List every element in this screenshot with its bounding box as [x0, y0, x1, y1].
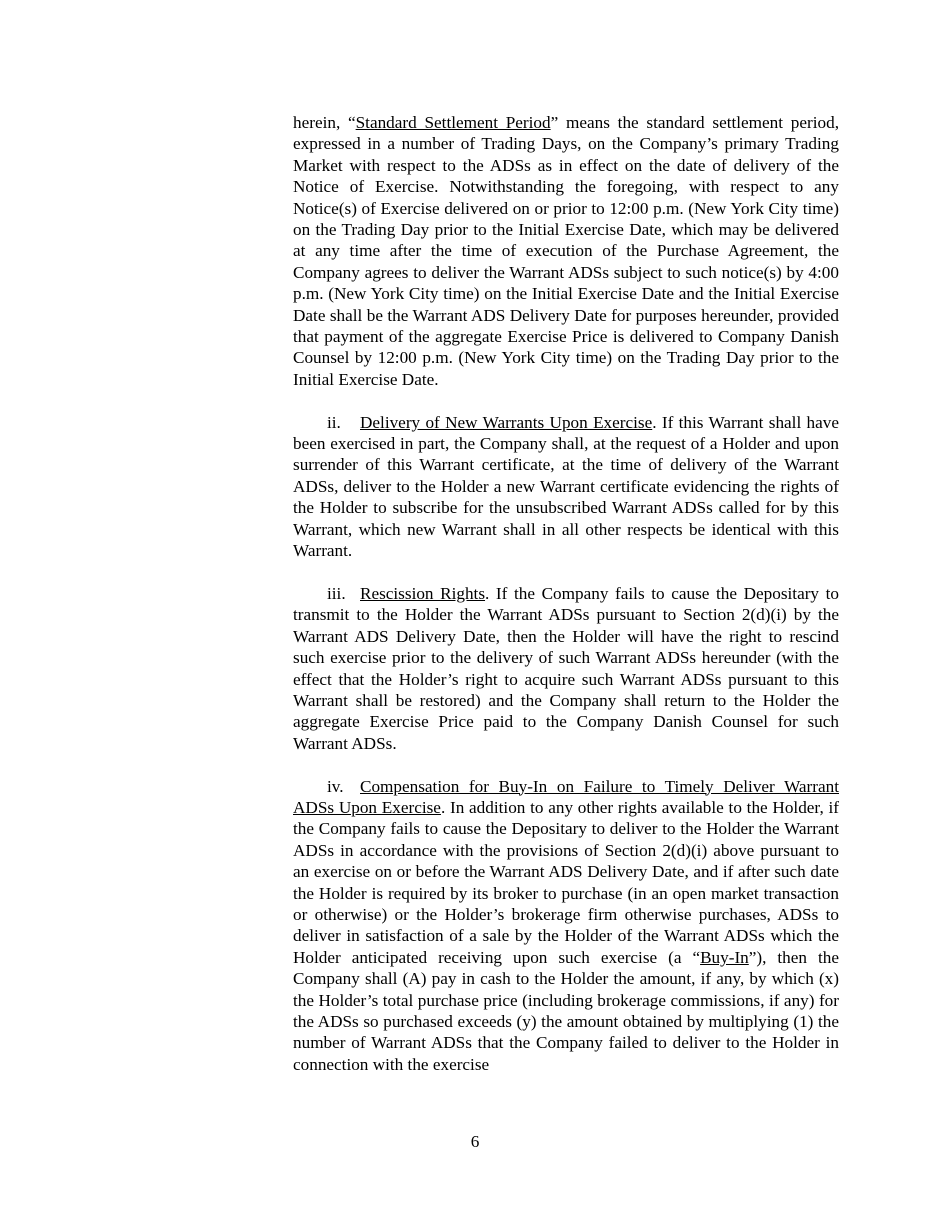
text-run: ” means the standard settlement period, expressed in a number of Trading Days, on the Company’s primary Trading Market with respect to the ADSs as in effect on the date of delivery of the Notice of Exercise. Notwithstanding the foregoing, with respect to any Notice(s) of Exercise delivered on or prior to 12:00 p.m. (New York City time) on the Trading Day prior to the Initial Exercise Date, which may be delivered at any time after the time of execution of the Purchase Agreement, the Company agrees to deliver the Warrant ADSs subject to such notice(s) by 4:00 p.m. (New York City time) on the Initial Exercise Date and the Initial Exercise Date shall be the Warrant ADS Delivery Date for purposes hereunder, provided that payment of the aggregate Exercise Price is delivered to Company Danish Counsel by 12:00 p.m. (New York City time) on the Trading Day prior to the Initial Exercise Date.: [293, 113, 839, 389]
item-body: ”), then the Company shall (A) pay in cash to the Holder the amount, if any, by which (x) the Holder’s total purchase price (including brokerage commissions, if any) for the ADSs so purchased exceeds (y) the amount obtained by multiplying (1) the number of Warrant ADSs that the Company failed to deliver to the Holder in connection with the exercise: [293, 947, 839, 1074]
item-number: ii.: [327, 412, 341, 432]
item-number: iv.: [327, 776, 344, 796]
item-heading: Delivery of New Warrants Upon Exercise: [360, 412, 653, 432]
paragraph-iii: [293, 583, 839, 754]
text-run: herein, “: [293, 113, 356, 132]
item-heading: Rescission Rights: [360, 583, 486, 603]
defined-term-standard-settlement-period: Standard Settlement Period: [355, 113, 551, 132]
text-column: [293, 112, 839, 1075]
item-number: iii.: [327, 583, 346, 603]
defined-term-buy-in: Buy-In: [700, 947, 749, 967]
page-number: 6: [470, 1132, 480, 1151]
item-body: . If the Company fails to cause the Depositary to transmit to the Holder the Warrant ADSs pursuant to Section 2(d)(i) by the Warrant ADS Delivery Date, then the Holder will have the right to rescind such exercise prior to the delivery of such Warrant ADSs hereunder (with the effect that the Holder’s right to acquire such Warrant ADSs pursuant to this Warrant shall be restored) and the Company shall return to the Holder the aggregate Exercise Price paid to the Company Danish Counsel for such Warrant ADSs.: [293, 583, 839, 753]
item-body: . If this Warrant shall have been exercised in part, the Company shall, at the request of a Holder and upon surrender of this Warrant certificate, at the time of delivery of the Warrant ADSs, deliver to the Holder a new Warrant certificate evidencing the rights of the Holder to subscribe for the unsubscribed Warrant ADSs called for by this Warrant, which new Warrant shall in all other respects be identical with this Warrant.: [293, 412, 839, 561]
paragraph-iv: [293, 776, 839, 1076]
item-body: . In addition to any other rights available to the Holder, if the Company fails to cause the Depositary to deliver to the Holder the Warrant ADSs in accordance with the provisions of Section 2(d)(i) above pursuant to an exercise on or before the Warrant ADS Delivery Date, and if after such date the Holder is required by its broker to purchase (in an open market transaction or otherwise) or the Holder’s brokerage firm otherwise purchases, ADSs to deliver in satisfaction of a sale by the Holder of the Warrant ADSs which the Holder anticipated receiving upon such exercise (a “: [293, 797, 839, 967]
item-heading: Compensation for Buy-In on Failure to Timely Deliver Warrant ADSs Upon Exercise: [293, 776, 839, 817]
continuation-paragraph: [293, 112, 839, 390]
paragraph-ii: [293, 412, 839, 562]
